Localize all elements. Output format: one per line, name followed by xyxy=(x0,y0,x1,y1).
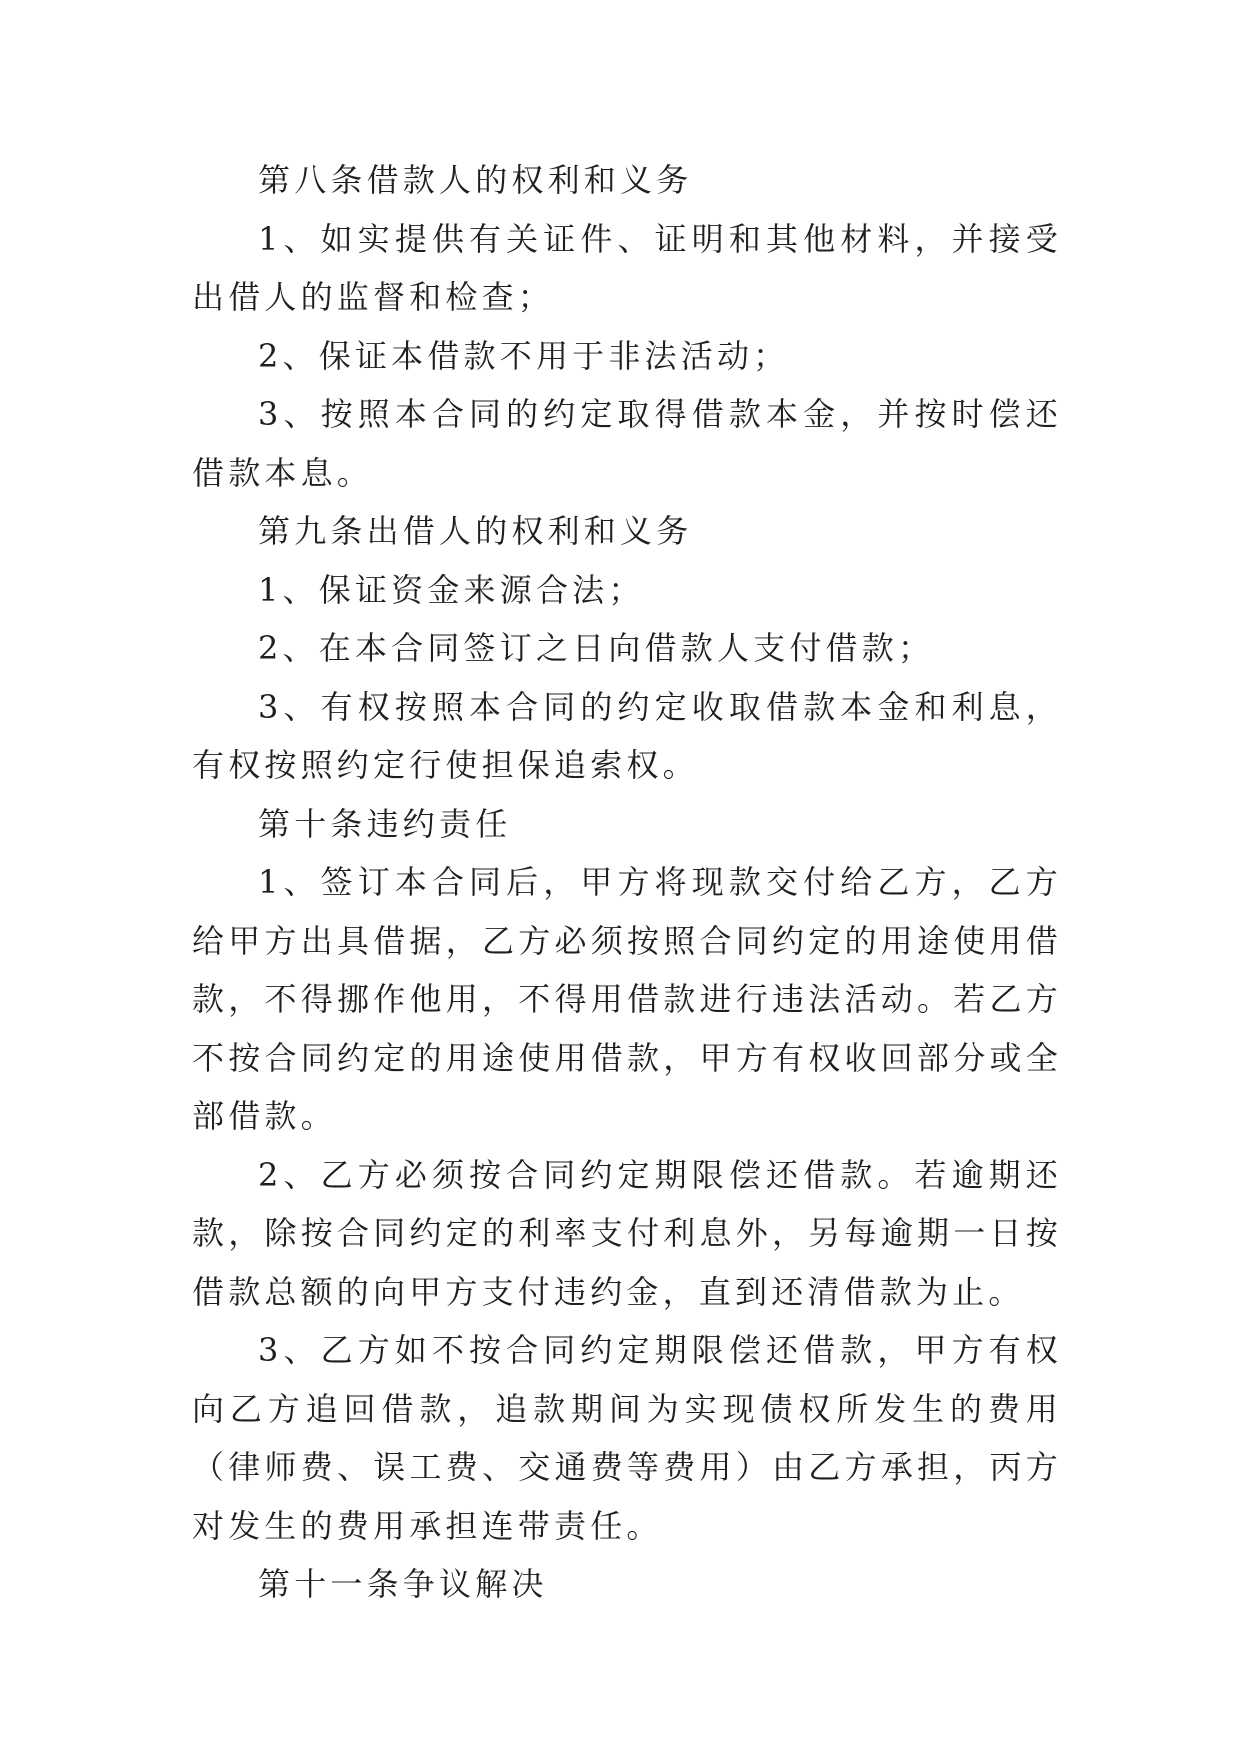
article-9-clause-2: 2、在本合同签订之日向借款人支付借款； xyxy=(258,629,935,667)
document-body xyxy=(192,151,1062,1614)
article-9-clause-1: 1、保证资金来源合法； xyxy=(258,570,645,609)
article-8-clause-3: 3、按照本合同的约定取得借款本金，并按时偿还借款本息。 xyxy=(192,395,1062,492)
article-10-clause-1: 1、签订本合同后，甲方将现款交付给乙方，乙方给甲方出具借据，乙方必须按照合同约定的用途使用借款，不得挪作他用，不得用借款进行违法活动。若乙方不按合同约定的用途使用借款，甲方有权收回部分或全部借款。 xyxy=(192,863,1062,1135)
article-9-clause-3: 3、有权按照本合同的约定收取借款本金和利息，有权按照约定行使担保追索权。 xyxy=(192,687,1062,784)
article-10-clause-3: 3、乙方如不按合同约定期限偿还借款，甲方有权向乙方追回借款，追款期间为实现债权所发生的费用（律师费、误工费、交通费等费用）由乙方承担，丙方对发生的费用承担连带责任。 xyxy=(192,1331,1062,1545)
article-10-clause-2: 2、乙方必须按合同约定期限偿还借款。若逾期还款，除按合同约定的利率支付利息外，另每逾期一日按借款总额的向甲方支付违约金，直到还清借款为止。 xyxy=(192,1155,1062,1311)
article-8-heading: 第八条借款人的权利和义务 xyxy=(258,161,693,199)
article-8-clause-1: 1、如实提供有关证件、证明和其他材料，并接受出借人的监督和检查； xyxy=(192,219,1062,316)
article-9-heading: 第九条出借人的权利和义务 xyxy=(258,512,693,550)
article-10-heading: 第十条违约责任 xyxy=(258,804,512,843)
article-11-heading: 第十一条争议解决 xyxy=(258,1565,548,1603)
article-8-clause-2: 2、保证本借款不用于非法活动； xyxy=(258,336,790,375)
